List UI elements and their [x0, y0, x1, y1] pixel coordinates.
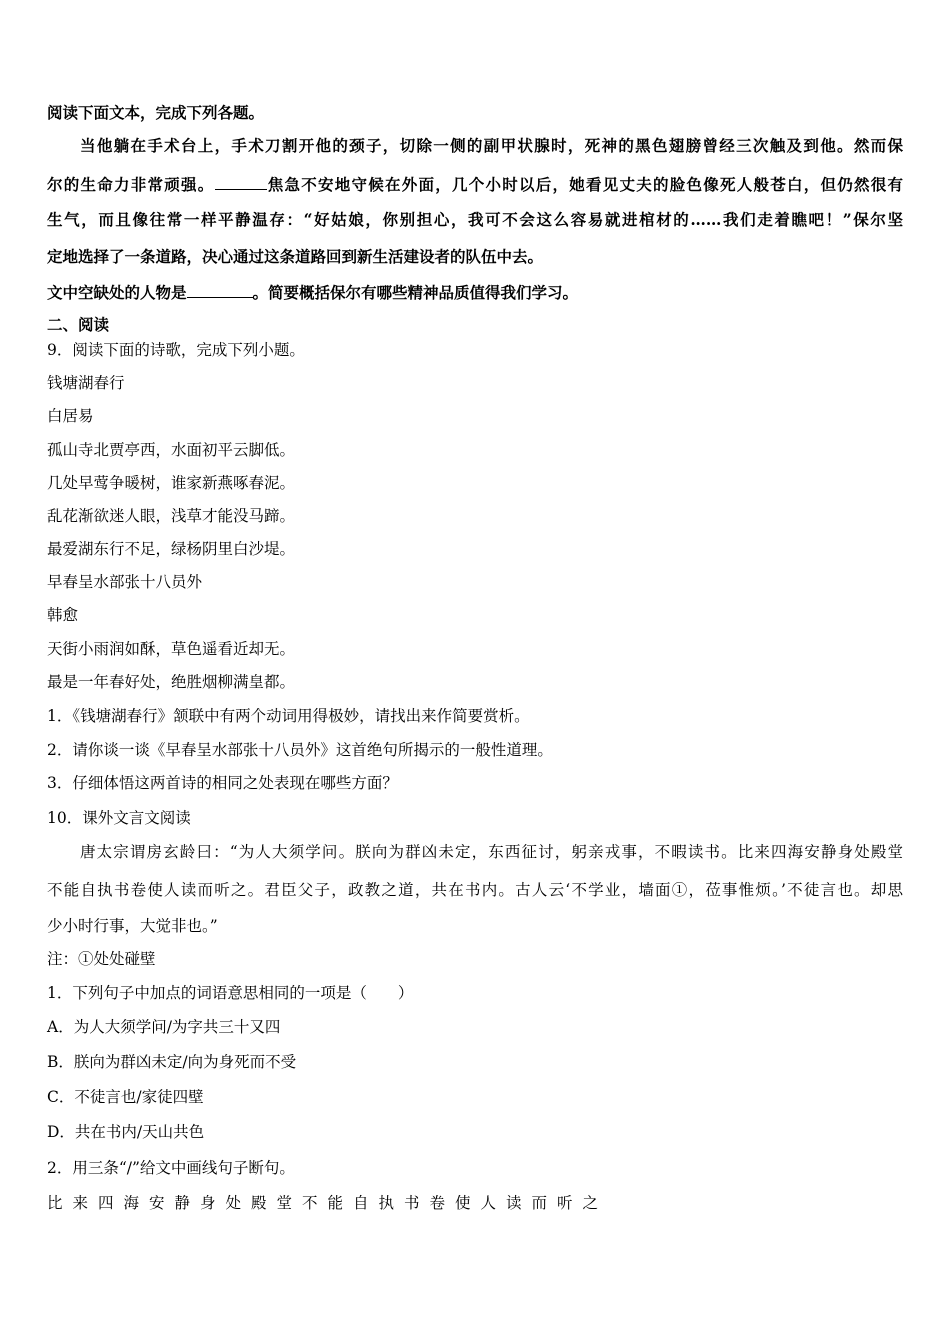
q10-title: 10．课外文言文阅读 — [47, 809, 191, 827]
passage-line-4: 定地选择了一条道路，决心通过这条道路回到新生活建设者的队伍中去。 — [47, 247, 544, 266]
option-c: C．不徒言也/家徒四壁 — [47, 1088, 204, 1106]
sentence-to-punctuate: 比来四海安静身处殿堂不能自执书卷使人读而听之 — [47, 1194, 609, 1212]
option-d: D．共在书内/天山共色 — [47, 1123, 205, 1141]
option-a: A．为人大须学问/为字共三十又四 — [47, 1018, 281, 1036]
poem1-line: 乱花渐欲迷人眼，浅草才能没马蹄。 — [47, 507, 296, 525]
poem2-line: 最是一年春好处，绝胜烟柳满皇都。 — [47, 673, 296, 691]
q10-sub-question-1: 1．下列句子中加点的词语意思相同的一项是（ ） — [47, 984, 414, 1002]
poem1-title: 钱塘湖春行 — [47, 374, 125, 392]
passage-line-3: 生气，而且像往常一样平静温存：“好姑娘，你别担心，我可不会这么容易就进棺材的……我们走着瞧吧！”保尔坚 — [47, 210, 903, 229]
section2-heading: 二、阅读 — [47, 315, 110, 334]
passage-line-2 — [47, 173, 903, 195]
q9-question-2: 2．请你谈一谈《早春呈水部张十八员外》这首绝句所揭示的一般性道理。 — [47, 741, 553, 759]
q10-note: 注：①处处碰壁 — [47, 950, 156, 968]
classical-passage-line: 唐太宗谓房玄龄曰：“为人大须学问。朕向为群凶未定，东西征讨，躬亲戎事，不暇读书。比来四海安静身处殿堂 — [80, 843, 903, 861]
section1-instruction: 阅读下面文本，完成下列各题。 — [47, 103, 265, 122]
poem1-line: 最爱湖东行不足，绿杨阴里白沙堤。 — [47, 540, 296, 558]
poem2-author: 韩愈 — [47, 606, 79, 624]
option-b: B．朕向为群凶未定/向为身死而不受 — [47, 1053, 297, 1071]
blank-line — [215, 173, 267, 190]
answer-blank — [187, 281, 253, 298]
poem1-line: 几处早莺争暖树，谁家新燕啄春泥。 — [47, 474, 296, 492]
poem1-line: 孤山寺北贾亭西，水面初平云脚低。 — [47, 441, 296, 459]
passage-line-2-text: 尔的生命力非常顽强。 — [47, 175, 215, 194]
classical-passage-line: 少小时行事，大觉非也。” — [47, 917, 218, 935]
poem2-title: 早春呈水部张十八员外 — [47, 573, 203, 591]
q9-question-3: 3．仔细体悟这两首诗的相同之处表现在哪些方面？ — [47, 774, 398, 792]
question-part-a: 文中空缺处的人物是 — [47, 283, 187, 302]
q10-sub-question-2: 2．用三条“/”给文中画线句子断句。 — [47, 1159, 295, 1177]
q9-title: 9．阅读下面的诗歌，完成下列小题。 — [47, 341, 305, 359]
q9-question-1: 1．《钱塘湖春行》颔联中有两个动词用得极妙，请找出来作简要赏析。 — [47, 707, 530, 725]
passage-line-1: 当他躺在手术台上，手术刀割开他的颈子，切除一侧的副甲状腺时，死神的黑色翅膀曾经三次触及到他。然而保 — [80, 136, 903, 155]
classical-passage-line: 不能自执书卷使人读而听之。君臣父子，政教之道，共在书内。古人云‘不学业，墙面①，莅事惟烦。’不徒言也。却思 — [47, 881, 903, 899]
poem2-line: 天街小雨润如酥，草色遥看近却无。 — [47, 640, 296, 658]
poem1-author: 白居易 — [47, 407, 94, 425]
question-part-b: 。简要概括保尔有哪些精神品质值得我们学习。 — [252, 283, 579, 302]
passage-line-2-rest: 焦急不安地守候在外面，几个小时以后，她看见丈夫的脸色像死人般苍白，但仍然很有 — [266, 175, 903, 194]
section1-question — [47, 281, 578, 303]
